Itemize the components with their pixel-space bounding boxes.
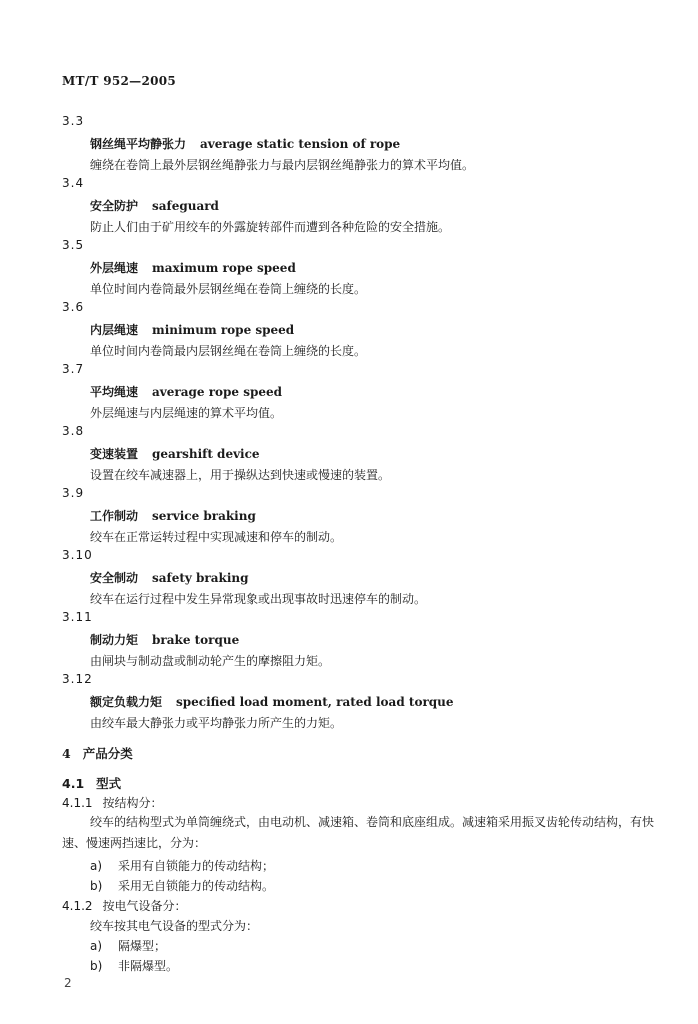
list-item xyxy=(90,877,274,894)
list-item-label: b) xyxy=(90,959,103,973)
subsection-title: 型式 xyxy=(96,776,122,791)
term-zh: 内层绳速 xyxy=(90,323,139,337)
term-heading xyxy=(90,569,249,586)
term-number: 3.8 xyxy=(62,424,85,438)
list-item xyxy=(90,957,178,974)
term-definition: 由闸块与制动盘或制动轮产生的摩擦阻力矩。 xyxy=(90,654,331,668)
list-item-label: b) xyxy=(90,879,103,893)
term-definition: 缠绕在卷筒上最外层钢丝绳静张力与最内层钢丝绳静张力的算术平均值。 xyxy=(90,158,475,172)
term-definition: 绞车在运行过程中发生异常现象或出现事故时迅速停车的制动。 xyxy=(90,592,427,606)
subsection-number: 4.1 xyxy=(62,776,85,791)
term-en: average static tension of rope xyxy=(200,137,401,151)
section-heading xyxy=(62,744,133,762)
term-heading xyxy=(90,507,256,524)
term-heading xyxy=(90,445,260,462)
term-zh: 额定负载力矩 xyxy=(90,695,163,709)
section-title: 产品分类 xyxy=(82,746,133,761)
section-number: 4 xyxy=(62,746,71,761)
term-zh: 变速装置 xyxy=(90,447,139,461)
term-en: gearshift device xyxy=(152,447,260,461)
term-definition: 单位时间内卷筒最内层钢丝绳在卷筒上缠绕的长度。 xyxy=(90,344,367,358)
term-en: service braking xyxy=(152,509,256,523)
term-heading xyxy=(90,197,219,214)
term-heading xyxy=(90,321,294,338)
term-definition: 单位时间内卷筒最外层钢丝绳在卷筒上缠绕的长度。 xyxy=(90,282,367,296)
term-number: 3.7 xyxy=(62,362,85,376)
term-en: minimum rope speed xyxy=(152,323,295,337)
list-item xyxy=(90,937,166,954)
term-en: safeguard xyxy=(152,199,219,213)
term-zh: 安全制动 xyxy=(90,571,139,585)
clause-heading xyxy=(62,794,163,811)
list-item-text: 采用无自锁能力的传动结构。 xyxy=(118,879,275,893)
list-item-label: a) xyxy=(90,939,103,953)
term-definition: 外层绳速与内层绳速的算术平均值。 xyxy=(90,406,283,420)
term-number: 3.5 xyxy=(62,238,85,252)
list-item-text: 隔爆型； xyxy=(118,939,167,953)
clause-paragraph: 绞车的结构型式为单筒缠绕式，由电动机、减速箱、卷筒和底座组成。减速箱采用振叉齿轮传动结构，有快速、慢速两挡速比，分为： xyxy=(62,815,655,850)
clause-number: 4.1.1 xyxy=(62,796,93,810)
term-en: specified load moment, rated load torque xyxy=(176,695,454,709)
term-en: brake torque xyxy=(152,633,240,647)
term-number: 3.4 xyxy=(62,176,85,190)
page-number: 2 xyxy=(64,976,72,990)
term-zh: 制动力矩 xyxy=(90,633,139,647)
subsection-heading xyxy=(62,774,121,792)
term-number: 3.10 xyxy=(62,548,93,562)
clause-heading xyxy=(62,897,187,914)
term-heading xyxy=(90,631,239,648)
list-item-label: a) xyxy=(90,859,103,873)
term-number: 3.6 xyxy=(62,300,85,314)
term-zh: 工作制动 xyxy=(90,509,139,523)
clause-title: 按结构分： xyxy=(102,796,163,810)
term-en: safety braking xyxy=(152,571,249,585)
term-definition: 防止人们由于矿用绞车的外露旋转部件而遭到各种危险的安全措施。 xyxy=(90,220,451,234)
clause-title: 按电气设备分： xyxy=(102,899,187,913)
term-en: maximum rope speed xyxy=(152,261,296,275)
list-item-text: 非隔爆型。 xyxy=(118,959,179,973)
term-zh: 平均绳速 xyxy=(90,385,139,399)
term-number: 3.9 xyxy=(62,486,85,500)
term-zh: 钢丝绳平均静张力 xyxy=(90,137,187,151)
list-item-text: 采用有自锁能力的传动结构； xyxy=(118,859,275,873)
term-en: average rope speed xyxy=(152,385,283,399)
term-number: 3.11 xyxy=(62,610,93,624)
term-heading xyxy=(90,135,400,152)
standard-code-header: MT/T 952—2005 xyxy=(62,74,177,88)
term-heading xyxy=(90,383,282,400)
term-heading xyxy=(90,693,454,710)
term-number: 3.12 xyxy=(62,672,93,686)
term-number: 3.3 xyxy=(62,114,85,128)
term-definition: 绞车在正常运转过程中实现减速和停车的制动。 xyxy=(90,530,343,544)
list-item xyxy=(90,857,274,874)
term-zh: 安全防护 xyxy=(90,199,139,213)
clause-paragraph: 绞车按其电气设备的型式分为： xyxy=(90,919,259,933)
term-definition: 由绞车最大静张力或平均静张力所产生的力矩。 xyxy=(90,716,343,730)
clause-number: 4.1.2 xyxy=(62,899,93,913)
term-definition: 设置在绞车减速器上，用于操纵达到快速或慢速的装置。 xyxy=(90,468,391,482)
term-zh: 外层绳速 xyxy=(90,261,139,275)
term-heading xyxy=(90,259,296,276)
